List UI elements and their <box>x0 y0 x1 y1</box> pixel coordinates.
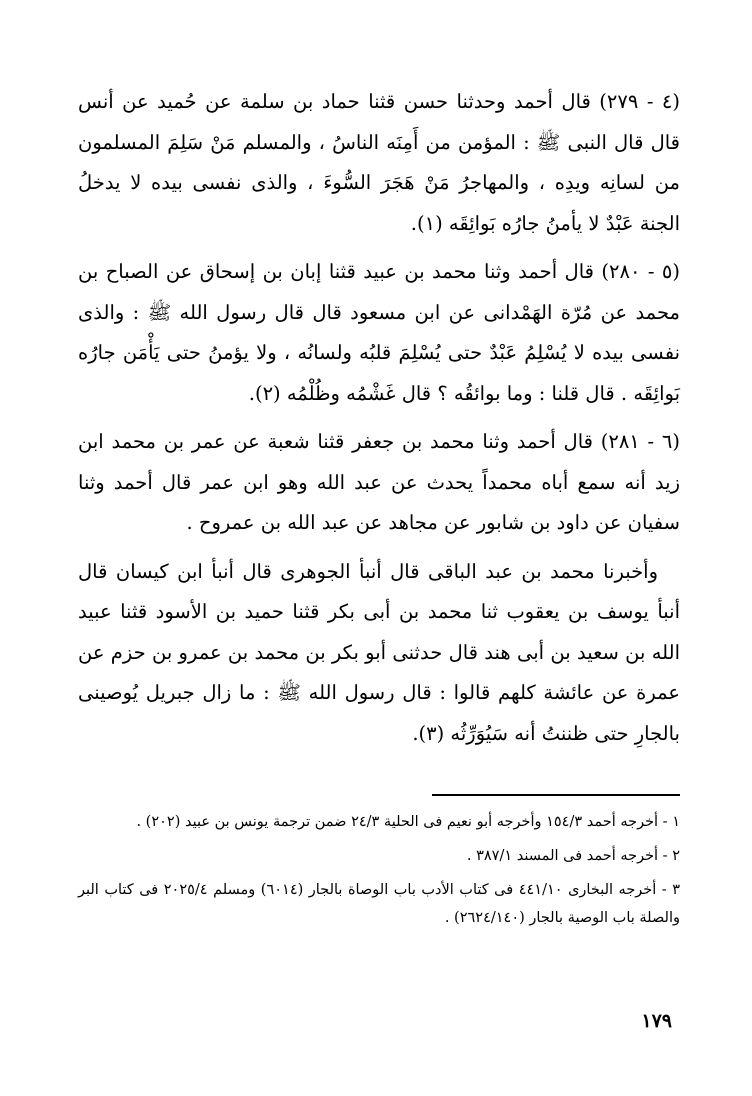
footnotes <box>78 808 680 938</box>
hadith-280-paragraph: (٥ - ٢٨٠) قال أحمد وثنا محمد بن عبيد قثنا إبان بن إسحاق عن الصباح بن محمد عن مُرّة الهَمْدانى عن ابن مسعود قال قال رسول الله ﷺ : والذى نفسى بيده لا يُسْلِمُ عَبْدٌ حتى يُسْلِمَ قلبُه ولسانُه ، ولا يؤمنُ حتى يَأْمَن جارُه بَوائِقَه . قال قلنا : وما بوائقُه ؟ قال غَشْمُه وظُلْمُه (٢). <box>78 260 680 405</box>
footnote-separator <box>432 794 680 796</box>
footnote-1: ١ - أخرجه أحمد ١٥٤/٣ وأخرجه أبو نعيم فى الحلية ٢٤/٣ ضمن ترجمة يونس بن عبيد (٢٠٢) . <box>136 814 680 830</box>
page-number: ١٧٩ <box>641 1010 672 1032</box>
narration-paragraph: وأخبرنا محمد بن عبد الباقى قال أنبأ الجوهرى قال أنبأ ابن كيسان قال أنبأ يوسف بن يعقوب ثنا محمد بن أبى بكر قثنا حميد بن الأسود قثنا عبيد الله بن سعيد بن أبى هند قال حدثنى أبو بكر بن محمد بن عمرو بن حزم عن عمرة عن عائشة كلهم قالوا : قال رسول الله ﷺ : ما زال جبريل يُوصينى بالجارِ حتى ظننتُ أنه سَيُوَرِّثُه (٣). <box>78 559 680 745</box>
footnote-2: ٢ - أخرجه أحمد فى المسند ٣٨٧/١ . <box>466 848 680 864</box>
main-text <box>78 82 680 754</box>
hadith-279-paragraph: (٤ - ٢٧٩) قال أحمد وحدثنا حسن قثنا حماد بن سلمة عن حُميد عن أنس قال قال النبى ﷺ : المؤمن من أَمِنَه الناسُ ، والمسلم مَنْ سَلِمَ المسلمون من لسانِه ويدِه ، والمهاجرُ مَنْ هَجَرَ السُّوءَ ، والذى نفسى بيده لا يدخلُ الجنة عَبْدٌ لا يأمنُ جارُه بَوائِقَه (١). <box>78 90 680 235</box>
footnote-3: ٣ - أخرجه البخارى ٤٤١/١٠ فى كتاب الأدب باب الوصاة بالجار (٦٠١٤) ومسلم ٢٠٢٥/٤ فى كتاب البر والصلة باب الوصية بالجار (٢٦٢٤/١٤٠) . <box>78 882 681 926</box>
hadith-281-paragraph: (٦ - ٢٨١) قال أحمد وثنا محمد بن جعفر قثنا شعبة عن عمر بن محمد ابن زيد أنه سمع أباه محمداً يحدث عن عبد الله وهو ابن عمر قال أحمد وثنا سفيان عن داود بن شابور عن مجاهد عن عبد الله بن عمروح . <box>78 430 680 534</box>
